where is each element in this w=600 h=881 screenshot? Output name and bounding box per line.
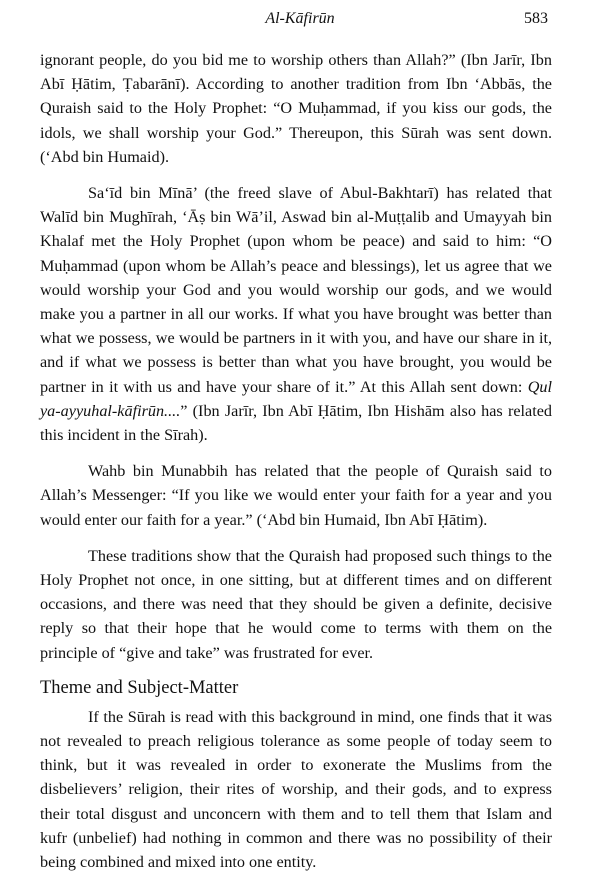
paragraph-continued: ignorant people, do you bid me to worship others than Allah?” (Ibn Jarīr, Ibn Abī Ḥātim, Ṭabarānī). According to another tradition from Ibn ‘Abbās, the Quraish said to the Holy Prophet: “O Muḥammad, if you kiss our gods, the idols, we shall worship your God.” Thereupon, this Sūrah was sent down. (‘Abd bin Humaid). (40, 51, 552, 166)
section-heading: Theme and Subject-Matter (40, 677, 239, 698)
page-number: 583 (524, 10, 548, 27)
paragraph-text: ” (Ibn Jarīr, Ibn Abī Ḥātim, Ibn Hishām also has related this incident in the Sīrah). (40, 401, 552, 445)
paragraph-wahb-bin-munabbih: Wahb bin Munabbih has related that the people of Quraish said to Allah’s Messenger: “If you like we would enter your faith for a year and you would enter our faith for a year.” (‘Abd bin Humaid, Ibn Abī Ḥātim). (40, 462, 552, 529)
paragraph-traditions-summary: These traditions show that the Quraish had proposed such things to the Holy Prophet not once, in one sitting, but at different times and on different occasions, and there was need that they should be given a definite, decisive reply so that their hope that he would come to terms with them on the principle of “give and take” was frustrated for ever. (40, 546, 552, 662)
page-body (40, 48, 552, 874)
paragraph-text: Sa‘īd bin Mīnā’ (the freed slave of Abul-Bakhtarī) has related that Walīd bin Mughīrah, ‘Āṣ bin Wā’il, Aswad bin al-Muṭṭalib and Umayyah bin Khalaf met the Holy Prophet (upon whom be peace) and said to him: “O Muḥammad (upon whom be Allah’s peace and blessings), let us agree that we would worship your God and you would worship our gods, and we would make you a partner in all our works. If what you have brought was better than what we possess, we would be partners in it with you, and have our share in it, and if what we possess is better than what you have brought, you would be partner in it with us and have your share of it.” At this Allah sent down: (40, 184, 552, 396)
quranic-quote: Qul ya-ayyuhal-kāfirūn.... (40, 377, 552, 420)
running-header (40, 7, 560, 31)
running-title: Al-Kāfirūn (265, 10, 335, 27)
paragraph-theme: If the Sūrah is read with this background in mind, one finds that it was not revealed to preach religious tolerance as some people of today seem to think, but it was revealed in order to exonerate the Muslims from the disbelievers’ religion, their rites of worship, and their gods, and to express their total disgust and unconcern with them and to tell them that Islam and kufr (unbelief) had nothing in common and there was no possibility of their being combined and mixed into one entity. (40, 707, 552, 872)
paragraph-said-bin-mina (40, 181, 552, 447)
